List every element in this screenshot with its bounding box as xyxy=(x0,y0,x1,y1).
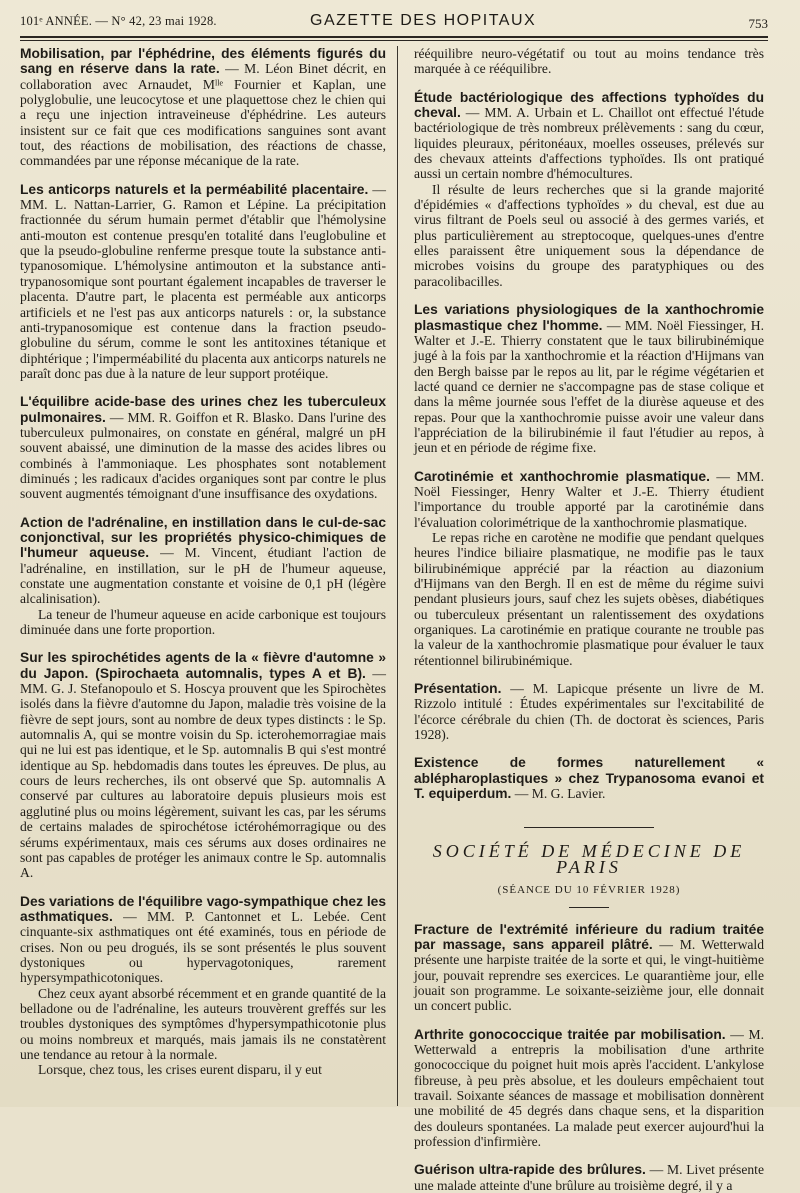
article-title: Des variations de l'équilibre vago-sympathique chez les asthmatiques. xyxy=(20,893,386,924)
article-presentation xyxy=(414,681,764,742)
left-column xyxy=(20,46,386,1101)
article-body: La teneur de l'humeur aqueuse en acide carbonique est toujours diminuée dans une forte proportion. xyxy=(20,606,386,638)
article-equilibre-acide-base xyxy=(20,394,386,501)
article-body: — MM. Noël Fiessinger, H. Walter et J.-E. Thierry constatent que le taux bilirubinémique jugé à la fois par la xanthochromie et la réaction d'Hijmans van den Bergh baisse par le repos au lit, par le régime végétarien et lacté quand ce dernier ne s'accompagne pas de stase colique et dans la même journée sous l'effet de la diurèse aqueuse et des repas. Pour que la xanthochromie puisse avoir une valeur dans l'appréciation de la bilirubinémie il faut l'étudier au repos, à jeun et en période de régime fixe. xyxy=(414,317,764,456)
right-column xyxy=(414,46,764,1193)
article-body: — MM. G. J. Stefanopoulo et S. Hoscya prouvent que les Spirochètes isolés dans la fièvre d'automne du Japon, maladie très voisine de la fièvre de sept jours, sont au nombre de deux types distincts : le Sp. automnalis A, qui se montre voisin du Sp. icterohemorragiae mais qui ne lui est pas identique, et le Sp. automnalis B qui s'est montré identique au Sp. hebdomadis dans toutes les épreuves. De plus, au cours de leurs recherches, ils ont observé que Sp. automnalis A conservé par cultures au laboratoire depuis plusieurs mois est agglutiné plus ou moins légèrement, suivant les cas, par les sérums de certains malades de spirochétose ictérohémorragique ou des sérums expérimentaux, mais ces sérums aux doses ordinaires ne sont pas capables de protéger les animaux contre le Sp. automnalis A. xyxy=(20,665,386,881)
article-title: Les variations physiologiques de la xanthochromie plasmastique chez l'homme. xyxy=(414,302,764,333)
article-body: Il résulte de leurs recherches que si la grande majorité d'épidémies « d'affections typhoïdes » du cheval, est due au virus filtrant de Poels seul ou associé à des germes variés, et plus particulièrement au streptocoque, quelques-unes d'entre elles paraissent être uniquement sous la dépendance de microbes voisins du groupe des paratyphiques ou des paracolibacilles. xyxy=(414,181,764,289)
column-divider xyxy=(397,46,398,1106)
journal-title: GAZETTE DES HOPITAUX xyxy=(310,12,537,29)
article-body: — M. Wetterwald présente une harpiste traitée de la sorte et qui, le vingt-huitième jour, pouvait reprendre ses exercices. Le quarantième jour, elle jouait son programme. Le soixante-seizième jour, elle donnait un concert public. xyxy=(414,936,764,1014)
article-body: — M. Livet présente une malade atteinte d'une brûlure au troisième degré, il y a xyxy=(414,1162,764,1193)
issue-info: 101ᵉ ANNÉE. — N° 42, 23 mai 1928. xyxy=(20,14,217,28)
article-body: — M. G. Lavier. xyxy=(511,786,606,802)
section-subtitle: (SÉANCE DU 10 FÉVRIER 1928) xyxy=(497,884,681,897)
article-title: Fracture de l'extrémité inférieure du radium traitée par massage, sans appareil plâtré. xyxy=(414,921,764,952)
article-continuation xyxy=(414,46,764,77)
article-arthrite xyxy=(414,1027,764,1150)
article-brulures xyxy=(414,1162,764,1193)
article-title: L'équilibre acide-base des urines chez les tuberculeux pulmonaires. xyxy=(20,394,386,425)
article-title: Carotinémie et xanthochromie plasmatique. xyxy=(414,468,710,484)
article-body: — MM. R. Goiffon et R. Blasko. Dans l'urine des tuberculeux pulmonaires, on constate en général, malgré un pH souvent abaissé, une diminution de la masse des acides libres ou combinés à l'ammoniaque. Les phosphates sont notablement diminués ; les radicaux d'acides organiques sont par contre le plus souvent augmentés témoignant d'une insuffisance des oxydations. xyxy=(20,409,386,502)
article-body: — MM. P. Cantonnet et L. Lebée. Cent cinquante-six asthmatiques ont été examinés, tous en période de crises. Non ou peu drogués, ils se sont présentés le plus souvent dystoniques ou hypervagotoniques, rarement hypersympathicotoniques. xyxy=(20,908,386,986)
article-title: Mobilisation, par l'éphédrine, des éléments figurés du sang en réserve dans la rate. xyxy=(20,46,386,77)
article-carotinemie xyxy=(414,469,764,668)
article-mobilisation xyxy=(20,46,386,169)
article-xanthochromie xyxy=(414,302,764,455)
article-title: Existence de formes naturellement « ablépharoplastiques » chez Trypanosoma evanoi et T. equiperdum. xyxy=(414,755,764,802)
article-title: Sur les spirochétides agents de la « fièvre d'automne » du Japon. (Spirochaeta automnalis, types A et B). xyxy=(20,650,386,681)
article-trypanosoma xyxy=(414,755,764,801)
header-rule xyxy=(20,36,768,38)
article-body: — M. Lapicque présente un livre de M. Rizzolo intitulé : Études expérimentales sur l'excitabilité de l'écorce cérébrale du chien (Th. de doctorat ès sciences, Paris 1928). xyxy=(414,681,764,743)
article-fracture xyxy=(414,922,764,1014)
article-body: — M. Wetterwald a entrepris la mobilisation d'une arthrite gonococcique du poignet huit mois après l'accident. L'ankylose fibreuse, à peu près absolue, et les douleurs empêchaient tout travail. Soixante séances de massage et mobilisation donnèrent une mobilité de 45 degrés dans chaque sens, et la disparition des douleurs spontanées. La malade peut exercer aujourd'hui la profession d'infirmière. xyxy=(414,1026,764,1149)
article-asthmatiques xyxy=(20,894,386,1078)
header-rule-thin xyxy=(20,40,768,41)
article-title: Action de l'adrénaline, en instillation dans le cul-de-sac conjonctival, sur les propriétés physico-chimiques de l'humeur aqueuse. xyxy=(20,514,386,561)
article-body: — MM. A. Urbain et L. Chaillot ont effectué l'étude bactériologique de très nombreux prélèvements : sang du cœur, liquides pleuraux, péritonéaux, moelles osseuses, prélevés sur des chevaux atteints d'affections typhoïdes. Ils ont pratiqué aussi un certain nombre d'hémocultures. xyxy=(414,105,764,182)
article-title: Arthrite gonococcique traitée par mobilisation. xyxy=(414,1026,726,1042)
article-body: Lorsque, chez tous, les crises eurent disparu, il y eut xyxy=(38,1062,322,1078)
section-header xyxy=(414,827,764,907)
article-body: — M. Vincent, étudiant l'action de l'adrénaline, en instillation, sur le pH de l'humeur aqueuse, constate une augmentation constante et voisine de 0,1 pH (légère alcalinisation). xyxy=(20,545,386,607)
section-rule-short xyxy=(569,907,609,908)
page-number: 753 xyxy=(748,16,768,31)
article-body: — M. Léon Binet décrit, en collaboration avec Arnaudet, Mˡˡᵉ Fournier et Kaplan, une polyglobulie, une leucocytose et une plaquettose chez le chien qui a reçu une injection intraveineuse d'éphédrine. Les auteurs insistent sur ce fait que ces modifications sanguines sont avant tout, des réactions de mobilisation, des réactions de chasse, commandées par une réponse mécanique de la rate. xyxy=(20,61,386,169)
article-title: Guérison ultra-rapide des brûlures. xyxy=(414,1162,646,1178)
article-body: Le repas riche en carotène ne modifie que pendant quelques heures l'indice biliaire plasmatique, ne modifie pas le taux bilirubinémique apprécié par la réaction au diazonium d'Hijmans van den Bergh. Il en est de même du régime suivi pendant plusieurs jours, sauf chez les sujets obèses, diabétiques ou tuberculeux présentant un ralentissement des oxydations organiques. La carotinémie en pratique courante ne trouble pas la valeur de la xanthochromie plasmatique pour évaluer le taux rétentionnel bilirubinémique. xyxy=(414,529,764,668)
article-title: Les anticorps naturels et la perméabilité placentaire. xyxy=(20,181,369,197)
page-header xyxy=(20,10,768,36)
article-title: Étude bactériologique des affections typhoïdes du cheval. xyxy=(414,89,764,121)
article-body: — MM. L. Nattan-Larrier, G. Ramon et Lépine. La précipitation fractionnée du sérum humain permet d'établir que l'hémolysine anti-mouton est contenue presqu'en totalité dans l'euglobuline et que la pseudo-globuline renferme presque toute la substance anti-typanosomique. L'hémolysine antimouton et la substance anti-trypanosomique sont pourtant également incapables de traverser le placenta. D'autre part, le placenta est perméable aux anticorps artificiels et ne l'est pas aux anticorps naturels : or, la substance anti-trypanosomique est contenue dans la fraction pseudo-globuline du sérum, comme le sont les antitoxines tétanique et diphtérique ; l'imperméabilité du placenta aux anticorps naturels ne paraît donc pas due à la nature de leur support protéique. xyxy=(20,181,386,381)
article-body: — MM. Noël Fiessinger, Henry Walter et J.-E. Thierry étudient l'importance du trouble apporté par la carotinémie dans l'évaluation colorimétrique de la xanthochromie plasmatique. xyxy=(414,468,764,530)
article-title: Présentation. xyxy=(414,681,502,697)
section-title: SOCIÉTÉ DE MÉDECINE DE PARIS xyxy=(432,841,746,877)
article-bacteriologique xyxy=(414,90,764,289)
section-rule xyxy=(524,827,654,828)
article-spirochetides xyxy=(20,650,386,880)
article-body: Chez ceux ayant absorbé récemment et en grande quantité de la belladone ou de l'adrénaline, les auteurs trouvèrent greffés sur les troubles dystoniques des symptômes d'hypersympathicotonie plus ou moins nombreux et marqués, mais jamais ils ne constatèrent une tendance au retour à la normale. xyxy=(20,985,386,1062)
article-body: rééquilibre neuro-végétatif ou tout au moins tendance très marquée à ce rééquilibre. xyxy=(414,46,764,77)
article-anticorps xyxy=(20,182,386,381)
article-adrenaline xyxy=(20,515,386,638)
